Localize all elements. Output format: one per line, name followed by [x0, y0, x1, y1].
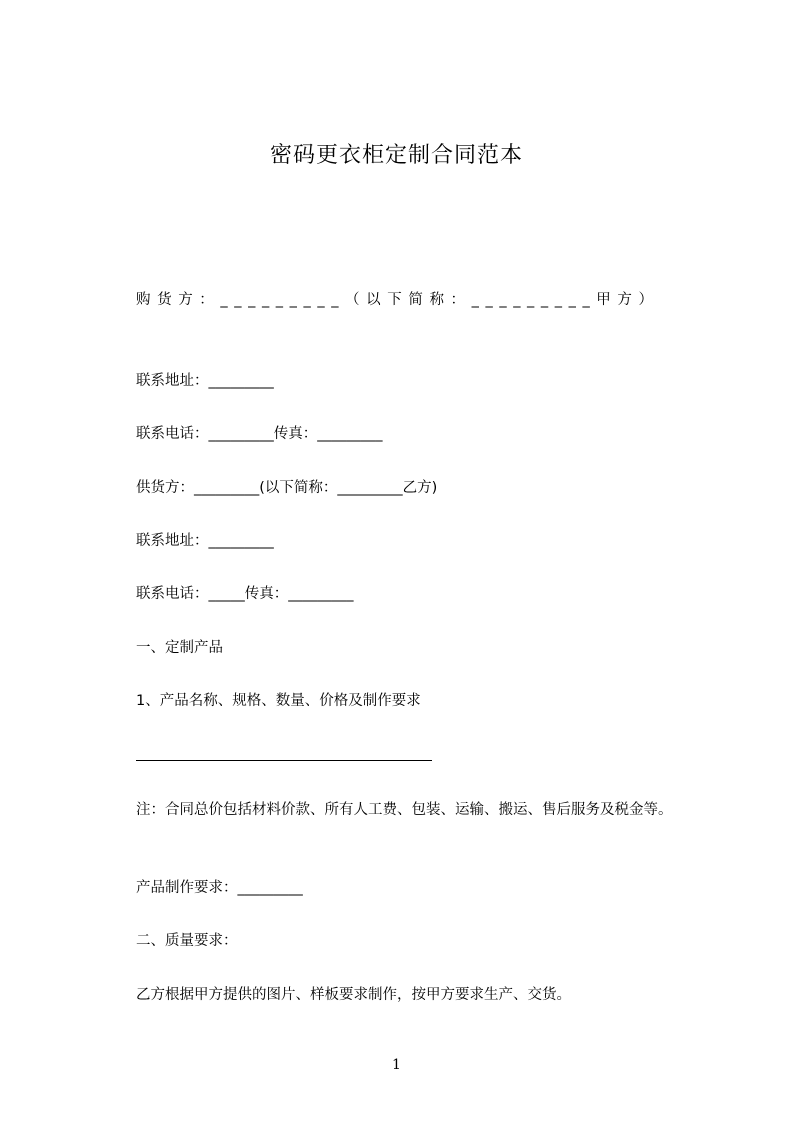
- buyer-phone-fax-line: 联系电话：_________传真：_________: [136, 426, 383, 442]
- supplier-line: 供货方：_________(以下简称：_________乙方): [136, 480, 438, 496]
- contract-total-note: 注：合同总价包括材料价款、所有人工费、包装、运输、搬运、售后服务及税金等。: [136, 802, 673, 818]
- section-2-heading: 二、质量要求：: [136, 933, 238, 949]
- buyer-line: 购货方：_________（以下简称：_________甲方）: [136, 292, 660, 308]
- supplier-phone-fax-line: 联系电话：_____传真：_________: [136, 586, 354, 602]
- page-number: 1: [392, 1057, 401, 1073]
- supplier-address-line: 联系地址：_________: [136, 533, 274, 549]
- product-details-blank-line: [136, 760, 432, 761]
- section-1-heading: 一、定制产品: [136, 640, 223, 656]
- product-requirements-line: 产品制作要求：_________: [136, 880, 303, 896]
- section-2-text: 乙方根据甲方提供的图片、样板要求制作，按甲方要求生产、交货。: [136, 987, 571, 1003]
- document-title: 密码更衣柜定制合同范本: [269, 143, 523, 168]
- section-1-item-1: 1、产品名称、规格、数量、价格及制作要求: [136, 693, 421, 709]
- buyer-address-line: 联系地址：_________: [136, 373, 274, 389]
